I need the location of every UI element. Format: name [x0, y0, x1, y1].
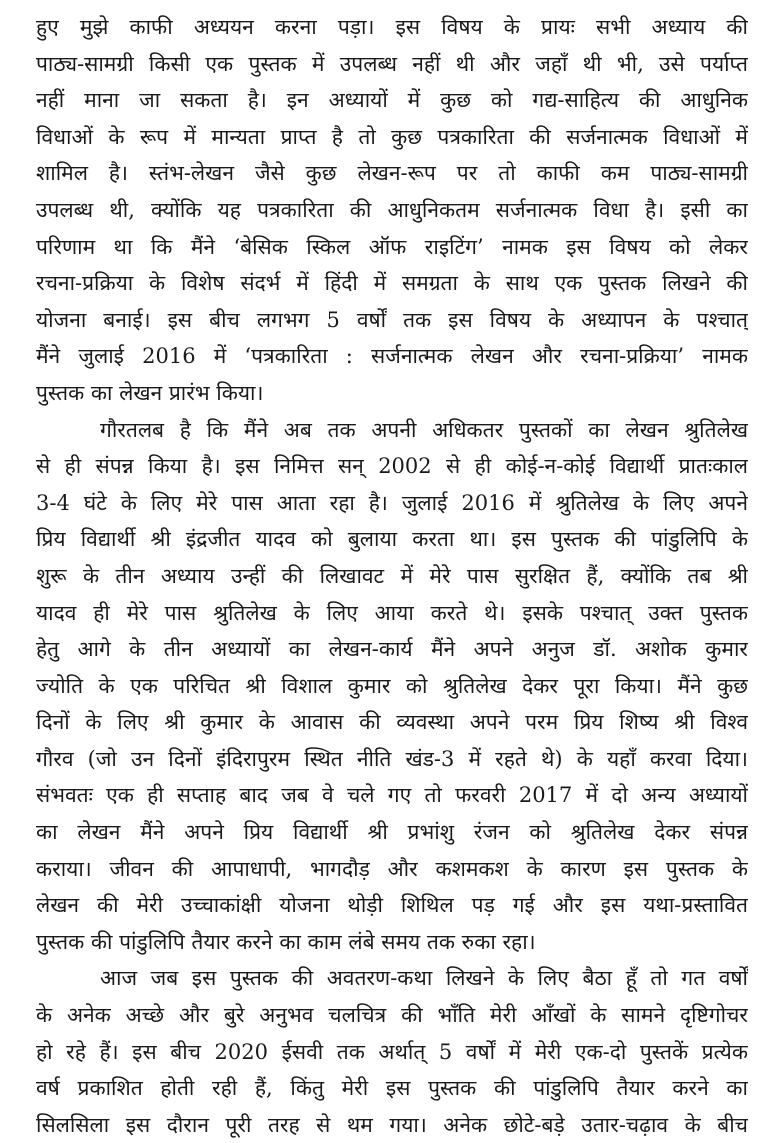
text-line: आज जब इस पुस्तक की अवतरण-कथा लिखने के लिए बैठा हूँ तो गत वर्षों [100, 966, 748, 991]
text-line: शुरू के तीन अध्याय उन्हीं की लिखावट में मेरे पास सुरक्षित हैं, क्योंकि तब श्री [36, 563, 748, 588]
text-line: दिनों के लिए श्री कुमार के आवास की व्यवस्था अपने परम प्रिय शिष्य श्री विश्व [36, 710, 748, 735]
text-line: का लेखन मैंने अपने प्रिय विद्यार्थी श्री प्रभांशु रंजन को श्रुतिलेख देकर संपन्न [36, 820, 748, 845]
paragraph-3 [36, 960, 748, 1143]
text-line: गौरव (जो उन दिनों इंदिरापुरम स्थित नीति खंड-3 में रहते थे) के यहाँ करवा दिया। [36, 746, 748, 771]
text-line: हो रहे हैं। इस बीच 2020 ईसवी तक अर्थात् 5 वर्षों में मेरी एक-दो पुस्तकें प्रत्येक [36, 1039, 748, 1064]
text-line: पुस्तक की पांडुलिपि तैयार करने का काम लंबे समय तक रुका रहा। [36, 929, 536, 954]
text-line: शामिल है। स्तंभ-लेखन जैसे कुछ लेखन-रूप पर तो काफी कम पाठ्य-सामग्री [36, 161, 748, 186]
text-line: से ही संपन्न किया है। इस निमित्त सन् 2002 से ही कोई-न-कोई विद्यार्थी प्रातःकाल [36, 454, 748, 479]
text-line: योजना बनाई। इस बीच लगभग 5 वर्षों तक इस विषय के अध्यापन के पश्चात् [36, 307, 748, 332]
text-line: संभवतः एक ही सप्ताह बाद जब वे चले गए तो फरवरी 2017 में दो अन्य अध्यायों [36, 783, 748, 808]
text-line: ज्योति के एक परिचित श्री विशाल कुमार को श्रुतिलेख देकर पूरा किया। मैंने कुछ [36, 673, 748, 698]
text-line: प्रिय विद्यार्थी श्री इंद्रजीत यादव को बुलाया करता था। इस पुस्तक की पांडुलिपि के [36, 527, 748, 552]
text-line: गौरतलब है कि मैंने अब तक अपनी अधिकतर पुस्तकों का लेखन श्रुतिलेख [100, 417, 748, 442]
text-line: 3-4 घंटे के लिए मेरे पास आता रहा है। जुलाई 2016 में श्रुतिलेख के लिए अपने [36, 490, 748, 515]
text-line: मैंने जुलाई 2016 में ‘पत्रकारिता : सर्जनात्मक लेखन और रचना-प्रक्रिया’ नामक [36, 344, 748, 369]
text-line: उपलब्ध थी, क्योंकि यह पत्रकारिता की आधुनिकतम सर्जनात्मक विधा है। इसी का [36, 197, 748, 222]
text-line: पाठ्य-सामग्री किसी एक पुस्तक में उपलब्ध नहीं थी और जहाँ थी भी, उसे पर्याप्त [36, 51, 748, 76]
text-line: लेखन की मेरी उच्चाकांक्षी योजना थोड़ी शिथिल पड़ गई और इस यथा-प्रस्तावित [36, 893, 748, 918]
text-line: हेतु आगे के तीन अध्यायों का लेखन-कार्य मैंने अपने अनुज डॉ. अशोक कुमार [36, 637, 748, 662]
text-line: विधाओं के रूप में मान्यता प्राप्त है तो कुछ पत्रकारिता की सर्जनात्मक विधाओं में [36, 124, 748, 149]
text-line: वर्ष प्रकाशित होती रही हैं, किंतु मेरी इस पुस्तक की पांडुलिपि तैयार करने का [36, 1076, 748, 1101]
paragraph-2 [36, 412, 748, 961]
text-line: नहीं माना जा सकता है। इन अध्यायों में कुछ को गद्य-साहित्य की आधुनिक [36, 88, 748, 113]
text-line: कराया। जीवन की आपाधापी, भागदौड़ और कशमकश के कारण इस पुस्तक के [36, 856, 748, 881]
text-line: परिणाम था कि मैंने ‘बेसिक स्किल ऑफ राइटिंग’ नामक इस विषय को लेकर [36, 234, 748, 259]
text-line: यादव ही मेरे पास श्रुतिलेख के लिए आया करते थे। इसके पश्चात् उक्त पुस्तक [36, 600, 748, 625]
text-line: हुए मुझे काफी अध्ययन करना पड़ा। इस विषय के प्रायः सभी अध्याय की [36, 15, 748, 39]
paragraph-1 [36, 9, 748, 412]
body-text [36, 9, 748, 1143]
text-line: रचना-प्रक्रिया के विशेष संदर्भ में हिंदी में समग्रता के साथ एक पुस्तक लिखने की [36, 271, 748, 296]
text-line: के अनेक अच्छे और बुरे अनुभव चलचित्र की भाँति मेरी आँखों के सामने दृष्टिगोचर [36, 1003, 748, 1028]
text-line: सिलसिला इस दौरान पूरी तरह से थम गया। अनेक छोटे-बड़े उतार-चढ़ाव के बीच [36, 1112, 748, 1137]
text-line: पुस्तक का लेखन प्रारंभ किया। [36, 380, 264, 405]
